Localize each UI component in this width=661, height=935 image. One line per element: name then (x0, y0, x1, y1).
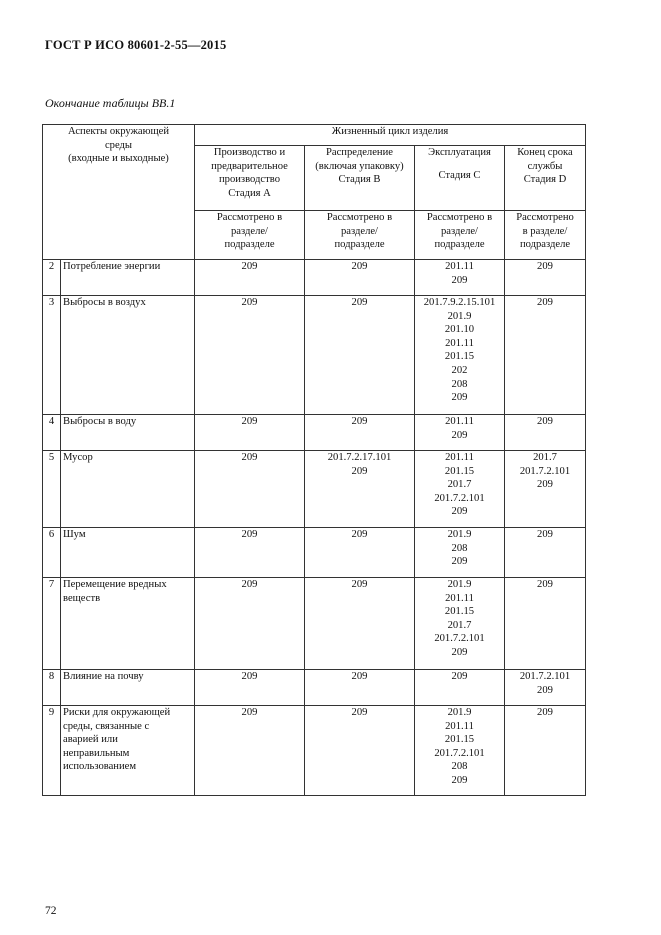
stage-title-line: Эксплуатация (428, 147, 491, 158)
stage-c-cell (415, 578, 505, 670)
stage-c-cell-line: 209 (451, 506, 468, 518)
stage-a-cell-line: 209 (241, 671, 258, 682)
stage-c-cell-line: 201.9 (447, 529, 472, 540)
aspect-cell-line: Выбросы в воздух (63, 297, 146, 308)
stage-b-cell-line: 209 (351, 261, 368, 272)
aspect-cell (61, 528, 195, 578)
stage-c-cell-line: 201.9 (447, 707, 472, 718)
aspects-header-cell (43, 125, 195, 260)
subheader-line: Рассмотрено (516, 212, 574, 223)
stage-b-cell-line: 209 (351, 579, 368, 590)
stage-c-cell-line: 201.15 (444, 606, 475, 618)
stage-d-cell-line: 209 (537, 479, 553, 491)
stage-d-cell-line: 209 (537, 684, 553, 696)
stage-a-header (195, 146, 305, 211)
stage-d-cell (505, 578, 586, 670)
table-row (43, 296, 586, 415)
table-row (43, 415, 586, 451)
stage-c-cell-line: 209 (451, 392, 468, 404)
subheader-line: подразделе (224, 239, 275, 251)
stage-b-cell (305, 528, 415, 578)
document-header: ГОСТ Р ИСО 80601-2-55—2015 (45, 38, 227, 52)
stage-a-cell-line: 209 (241, 297, 258, 308)
stage-c-cell-line: 201.15 (444, 351, 475, 363)
stage-b-subheader (305, 211, 415, 260)
subheader-line: разделе/ (340, 225, 379, 237)
row-number: 3 (43, 296, 61, 415)
stage-c-cell-line: 209 (451, 556, 468, 568)
table-row (43, 578, 586, 670)
stage-c-cell-line: 201.15 (444, 465, 475, 477)
stage-c-cell-line: 209 (451, 429, 468, 441)
table-caption: Окончание таблицы ВВ.1 (45, 96, 176, 110)
stage-b-cell (305, 451, 415, 528)
stage-c-cell-line: 201.7.9.2.15.101 (423, 297, 496, 308)
aspect-cell-line: веществ (63, 592, 101, 604)
aspect-cell-line: неправильным (63, 747, 130, 759)
stage-c-header (415, 146, 505, 211)
stage-b-cell-line: 209 (351, 416, 368, 427)
subheader-line: подразделе (519, 239, 571, 251)
stage-d-cell (505, 706, 586, 796)
aspect-cell (61, 670, 195, 706)
stage-title-line: Распределение (326, 147, 393, 158)
stage-a-cell (195, 528, 305, 578)
aspect-cell-line: аварией или (63, 734, 118, 746)
stage-c-cell (415, 451, 505, 528)
stage-title-line: предварительное (211, 160, 288, 172)
aspect-cell (61, 296, 195, 415)
stage-c-cell (415, 528, 505, 578)
subheader-line: Рассмотрено в (216, 212, 283, 223)
stage-d-cell (505, 528, 586, 578)
stage-c-cell (415, 670, 505, 706)
stage-d-cell-line: 209 (537, 529, 553, 540)
stage-c-subheader (415, 211, 505, 260)
stage-c-cell-line: 208 (451, 378, 468, 390)
stage-b-cell (305, 260, 415, 296)
table-row (43, 260, 586, 296)
environmental-aspects-table (42, 124, 586, 796)
stage-b-cell-line: 209 (351, 671, 368, 682)
aspect-cell (61, 706, 195, 796)
subheader-line: Рассмотрено в (426, 212, 493, 223)
stage-title-line: Стадия D (523, 174, 567, 186)
aspect-cell-line: Выбросы в воду (63, 416, 137, 427)
stage-title-line: Стадия В (338, 174, 381, 186)
row-number: 9 (43, 706, 61, 796)
stage-b-cell (305, 415, 415, 451)
aspect-cell-line: Потребление энергии (63, 261, 161, 272)
stage-c-cell-line: 208 (451, 761, 468, 773)
subheader-line: Рассмотрено в (326, 212, 393, 223)
stage-b-cell (305, 706, 415, 796)
stage-d-cell-line: 201.7.2.101 (519, 465, 571, 477)
stage-b-cell (305, 296, 415, 415)
stage-c-cell-line: 201.9 (447, 310, 472, 322)
stage-title-line: службы (527, 160, 563, 172)
stage-c-cell-line: 201.7.2.101 (434, 747, 485, 759)
aspect-cell (61, 578, 195, 670)
stage-c-cell-line: 201.11 (445, 452, 474, 463)
stage-a-cell (195, 451, 305, 528)
subheader-line: разделе/ (230, 225, 269, 237)
stage-d-cell-line: 209 (537, 707, 553, 718)
stage-a-cell-line: 209 (241, 579, 258, 590)
stage-c-cell-line: 209 (451, 274, 468, 286)
stage-d-cell-line: 201.7.2.101 (519, 671, 571, 682)
stage-b-cell (305, 578, 415, 670)
table-row (43, 528, 586, 578)
stage-c-cell-line: 202 (451, 364, 468, 376)
aspect-cell-line: Мусор (63, 452, 93, 463)
stage-a-cell-line: 209 (241, 529, 258, 540)
stage-title-line: Производство и (213, 147, 286, 158)
stage-a-cell-line: 209 (241, 452, 258, 463)
stage-c-cell-line: 208 (451, 542, 468, 554)
stage-c-cell-line: 209 (451, 774, 468, 786)
aspect-cell-line: Риски для окружающей (63, 707, 171, 718)
aspect-cell-line: Шум (63, 529, 86, 540)
stage-d-cell-line: 209 (537, 579, 553, 590)
row-number: 2 (43, 260, 61, 296)
stage-c-cell-line: 201.15 (444, 734, 475, 746)
aspect-cell-line: Влияние на почву (63, 671, 144, 682)
stage-d-cell (505, 415, 586, 451)
stage-b-cell-line: 201.7.2.17.101 (327, 452, 392, 463)
stage-d-subheader (505, 211, 586, 260)
stage-a-cell (195, 415, 305, 451)
stage-c-cell-line: 209 (451, 671, 468, 682)
aspects-header-line: среды (104, 139, 133, 151)
stage-b-cell (305, 670, 415, 706)
stage-c-cell (415, 706, 505, 796)
stage-d-cell-line: 209 (537, 297, 553, 308)
stage-c-cell-line: 201.7.2.101 (434, 492, 485, 504)
stage-a-cell-line: 209 (241, 261, 258, 272)
stage-d-cell (505, 260, 586, 296)
stage-a-subheader (195, 211, 305, 260)
subheader-line: в разделе/ (522, 225, 568, 237)
stage-a-cell-line: 209 (241, 416, 258, 427)
aspect-cell (61, 451, 195, 528)
stage-c-cell-line: 209 (451, 646, 468, 658)
stage-d-cell-line: 209 (537, 416, 553, 427)
table-row (43, 451, 586, 528)
row-number: 5 (43, 451, 61, 528)
stage-d-header (505, 146, 586, 211)
aspect-cell-line: использованием (63, 761, 137, 773)
stage-title-line: Конец срока (517, 147, 573, 158)
stage-c-cell-line: 201.11 (445, 720, 474, 732)
stage-c-cell-line: 201.7 (447, 619, 472, 631)
stage-c-cell (415, 260, 505, 296)
stage-c-cell (415, 415, 505, 451)
row-number: 7 (43, 578, 61, 670)
page-number: 72 (45, 905, 57, 917)
stage-c-cell-line: 201.7 (447, 479, 472, 491)
stage-title-line: (включая упаковку) (315, 160, 404, 172)
aspect-cell (61, 260, 195, 296)
stage-c-cell (415, 296, 505, 415)
stage-d-cell (505, 296, 586, 415)
stage-a-cell (195, 706, 305, 796)
row-number: 4 (43, 415, 61, 451)
table-row (43, 706, 586, 796)
aspect-cell-line: среды, связанные с (63, 720, 150, 732)
stage-c-cell-line: 201.7.2.101 (434, 633, 485, 645)
stage-a-cell (195, 578, 305, 670)
stage-title-line: Стадия А (228, 187, 271, 199)
stage-title-line: производство (219, 174, 280, 186)
stage-d-cell (505, 670, 586, 706)
stage-b-cell-line: 209 (351, 707, 368, 718)
stage-a-cell (195, 296, 305, 415)
stage-c-cell-line: 201.11 (445, 261, 474, 272)
stage-a-cell (195, 260, 305, 296)
stage-c-cell-line: 201.10 (444, 324, 475, 336)
table-row (43, 670, 586, 706)
aspect-cell (61, 415, 195, 451)
subheader-line: разделе/ (440, 225, 479, 237)
stage-a-cell (195, 670, 305, 706)
stage-title-line: Стадия С (438, 169, 481, 181)
stage-d-cell-line: 201.7 (533, 452, 557, 463)
subheader-line: подразделе (434, 239, 485, 251)
stage-c-cell-line: 201.11 (445, 337, 474, 349)
aspects-header-line: (входные и выходные) (68, 153, 169, 165)
subheader-line: подразделе (334, 239, 385, 251)
stage-c-cell-line: 201.11 (445, 592, 474, 604)
stage-a-cell-line: 209 (241, 707, 258, 718)
row-number: 6 (43, 528, 61, 578)
aspects-header-line: Аспекты окружающей (67, 126, 170, 137)
lifecycle-header: Жизненный цикл изделия (195, 125, 586, 146)
stage-d-cell-line: 209 (537, 261, 553, 272)
stage-b-cell-line: 209 (351, 465, 368, 477)
stage-c-cell-line: 201.9 (447, 579, 472, 590)
stage-b-cell-line: 209 (351, 529, 368, 540)
stage-b-cell-line: 209 (351, 297, 368, 308)
stage-d-cell (505, 451, 586, 528)
row-number: 8 (43, 670, 61, 706)
stage-c-cell-line: 201.11 (445, 416, 474, 427)
aspect-cell-line: Перемещение вредных (63, 579, 167, 590)
stage-b-header (305, 146, 415, 211)
